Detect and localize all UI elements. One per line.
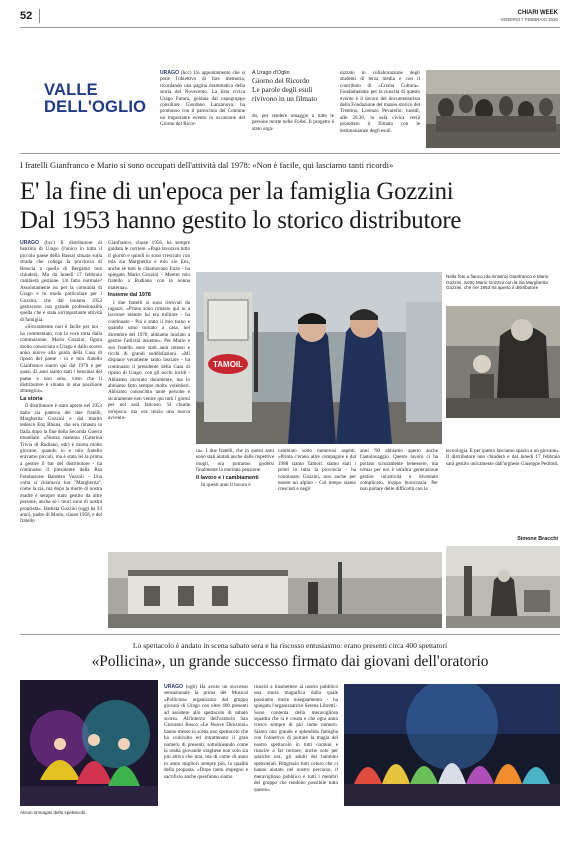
bottom-place: URAGO — [164, 684, 183, 690]
main-photo-brothers — [196, 272, 442, 444]
section-title-line2: DELL'OGLIO — [44, 98, 147, 116]
archival-photo-people — [426, 70, 560, 148]
top-article-place: URAGO — [160, 70, 179, 76]
main-col4 — [278, 448, 356, 546]
top-article-text3: nizzato in collaborazione degli studenti di terza media e con il contributo di «Crema Cultura». Fondamentale per la riuscita di questo evento è il lavoro del documentarista della Fondazione del museo storico del Trentino, Lorenzo Pevarello: lunedì, alle 20.30, in sala civica verrà proiettato il filmato con le testimonianze degli esuli. — [340, 70, 420, 134]
main-col3-p1: ra». I due fratelli, che in questi anni sono stati aiutati anche dalle rispettive mogli, ora potranno godersi finalmente la meritata pensione. — [196, 448, 274, 474]
bottom-col1 — [164, 684, 248, 810]
bottom-col2 — [254, 684, 338, 810]
top-article-kicker: A Urago d'Oglio — [252, 70, 290, 76]
main-col1-subhead: La storia — [20, 395, 43, 402]
page-number: 52 — [20, 10, 33, 22]
top-divider — [20, 153, 560, 154]
stage-photo-1 — [20, 680, 158, 806]
main-headline-line1: E' la fine di un'epoca per la famiglia Gozzini — [20, 178, 454, 205]
child-archival-photo — [446, 306, 560, 418]
main-col3-p2: In questi anni il lavoro è — [201, 482, 251, 489]
header-divider — [39, 9, 40, 23]
bottom-kicker: Lo spettacolo è andato in scena sabato sera e ha riscosso entusiasmo: erano presenti circa 400 spettatori — [132, 641, 448, 650]
main-col2-p1: Gianfranco, classe 1956, ha sempre guidato le corriere. «Papà lavorava tutto il giorno e quindi io sono cresciuto con mia zia Margherita e mio zio Enz, anche se tutti lo chiamavano Enzo - ha spiegato Mario Gozzini - Mentre mio fratello a Rudiano con la nonna materna». — [108, 240, 190, 291]
gas-pump-photo — [196, 272, 442, 444]
archival-station-photo — [108, 552, 442, 628]
main-headline-line2: Dal 1953 hanno gestito lo storico distributore — [20, 207, 462, 234]
top-article-col2 — [252, 113, 334, 148]
main-col3-subhead: Il lavoro e i cambiamenti — [196, 474, 259, 481]
top-article-col3 — [340, 70, 420, 150]
main-col6 — [446, 448, 560, 530]
main-col5 — [360, 448, 438, 546]
main-col1 — [20, 240, 102, 630]
top-article-headline-3: rivivono in un filmato — [252, 93, 318, 103]
bottom-col1-text: (ogb) Ha avuto un successo sensazionale la prima del Musical «Pollicina» organizzato dal gruppo giovani di Urago con oltre 400 presenti ad assistere allo spettacolo di sabato scorso. All'interno dell'oratorio San Giovanni Bosco «Le Nuove Direzioni» hanno messo in scena uno spettacolo che ha coinvolto ed intrattenuto il gran numero di presenti, sottolineando come la realtà giovanile uraghese non solo sia più attiva che mai, ma di come di anno in anno migliori sempre più, la qualità della proposta. «Dopo tanto impegno e sacrificio anche quest'anno siamo — [164, 684, 248, 780]
header-rule — [20, 27, 560, 28]
section-title — [44, 82, 146, 116]
main-col2-subhead: Insieme dal 1978 — [108, 292, 151, 299]
top-article-col1 — [160, 70, 245, 150]
main-place: URAGO — [20, 240, 39, 246]
main-col6-p1: tecnologia. È per questo lasciamo spazio a un giovane». Il distributore non chiuderà e dal lunedì 17 febbraio sarà gestito unicamente dall'urghese Giuseppe Pedrotti. — [446, 448, 560, 467]
author: Simone Bracchi — [517, 536, 558, 542]
show-photo-right — [344, 684, 560, 806]
old-gas-station-photo — [108, 552, 442, 628]
main-kicker: I fratelli Gianfranco e Mario si sono occupati dell'attività dal 1978: «Non è facile, qui lasciamo tanti ricordi» — [20, 160, 394, 170]
main-col4-p1: cambiato sotto numerosi aspetti. «Prima c'erano altre compagnie e dal 1988 siamo Tamoil: siamo stati i primi in tutta la provincia - ha continuato Gozzini, non anche per essere un alpino - Col tempo siamo cresciuti e negli — [278, 448, 356, 493]
main-photo-child — [446, 306, 560, 418]
bottom-divider — [20, 634, 560, 635]
main-col2 — [108, 240, 190, 580]
tamoil-logo-text: TAMOIL — [212, 360, 244, 369]
main-col1-p1: (bcc) Il distributore di benzina di Urago (l'unico in tutto il piccolo paese della Bassa) situato sulla strada che collega la provincia di Brescia a quella di Bergamo non chiuderà. Ma da lunedì 17 febbraio cambierà gestione. Un fatto normale? Assolutamente no per la comunità di Urago e in modo particolare per i Gozzini, che dal lontano 1953 gestiscono con grande professionalità quella che è stata un'importante attività di famiglia. — [20, 240, 102, 323]
main-col1-p3: Il distributore è stato aperto nel 1953 dalla zia paterna dei due fratelli, Margherita Gozzini e dal marito tedesco Enz Rhona, che era rimasto in Italia dopo la fine della Seconda Guerra mondiale. «Nostra mamma (Caterina Trivia di Rudiano, ndr) è morta molto giovane, quando io e mio fratello eravamo piccoli, ma è stata lei la prima a gestire il bar del distributore - ha continuato il presidente della Rsa Fondazione Bandera Vezzoli - Una volta si chiamava bar "Margherita", come la zia, ma dopo la morte di nostra madre è sempre stato gestito da altre persone, anche se i muri sono di nostra proprietà». Battista Gozzini (oggi ha 93 anni), padre di Mario, classe 1958, e del fratello — [20, 403, 102, 525]
main-col1-p2: «Sicuramente non è facile per noi - ha commentato, con la voce rotta dalla commozione, Mario Gozzini, figura molto conosciuta a Urago e dallo scorso anno nuovo alla guida della Casa di riposo del paese - io e mio fratello Gianfranco siamo qui dal 1978 e per quasi 42 anni siamo stati i benzinai del paese e non solo, visto che il distributore è situato in una posizione strategica». — [20, 324, 102, 395]
main-col2-p2: I due fratelli si sono ritrovati da ragazzi. «Prima sono rimasto qui io a lavorare mentre lui era militare - ha continuato - Poi è stato il mio turno e quando sono tornato a casa, nel dicembre del 1978, abbiamo iniziato a gestire l'attività insieme». Per Mario e suo fratello sono stati anni intensi e ricchi di grandi soddisfazioni. «Mi dispiace veramente tanto lasciare - ha continuato il presidente della Casa di riposo di Urago, con gli occhi lucidi - Abbiamo lavorato duramente, ma lo abbiamo fatto sempre molto volentieri. Abbiamo conosciuto tante persone e sicuramente non venire qui tutti i giorni per noi sarà faticoso. Si chiude un'epoca, ma ora inizia una nuova avventu- — [108, 299, 190, 421]
main-col3 — [196, 448, 274, 546]
stage-photo-2 — [344, 684, 560, 806]
main-photo-caption: Nella foto a fianco (da sinistra) Gianfranco e Mario Gozzini. Sotto Mario Gozzini con la zia Margherita Gozzini, che nel 1953 ha aperto il distributore — [446, 274, 549, 291]
show-photo-caption: Alcuni immagini dello spettacolo — [20, 810, 86, 815]
section-title-line1: VALLE — [44, 81, 98, 99]
top-article-text2: do, per rendere omaggio a tutte le persone morte nelle Foibe. Il progetto è stato orga- — [252, 113, 334, 132]
show-photo-left — [20, 680, 158, 806]
bottom-headline: «Pollicina», un grande successo firmato dai giovani dell'oratorio — [91, 653, 489, 670]
bottom-col2-text: riusciti a trasmettere al nostro pubblico una storia magnifica dalla quale possiamo trarre insegnamento - ha spiegato l'organizzatrice Serena Libretti - Sono contenta della meravigliosa squadra che si è creata e che ogni anno cresce sempre di più come numero. Siamo una grande e splendida famiglia con l'obiettivo di portare la magia del nostro spettacolo in tutti comuni e riuscire a far tornare, anche solo per qualche ora, gli adulti dei bambini spensierati. Ringrazio tutti coloro che ci hanno aiutato nel nostro percorso, il meraviglioso pubblico e tutti i membri del gruppo che rendono possibile tutto questo». — [254, 684, 338, 793]
main-col5-p1: anni '90 abbiamo aperto anche l'autolavaggio. Questo lavoro ci ha portato sicuramente benessere, ma ormai per noi è un'altra generazione gestire un'attività è diventato complicato, troppa burocrazia. Per non parlare delle difficoltà con la — [360, 448, 438, 493]
top-article-headline — [252, 70, 334, 103]
top-article-photo — [426, 70, 560, 148]
top-article-headline-2: Le parole degli esuli — [252, 84, 313, 94]
aunt-archival-photo — [446, 546, 560, 628]
top-article-headline-1: Giorno del Ricordo — [252, 76, 310, 85]
top-article-text1: (bcc) Un appuntamento che si pone l'obiettivo di fare memoria, ricordando una pagina drammatica della storia del Novecento. La lista civica Urago Futura, guidata dal capogruppo consiliare Giordano Lanzanova, ha promosso con il patrocinio del Comune un importante evento in occasione del Giorno del Ricor- — [160, 70, 245, 128]
masthead: CHIARI WEEK — [517, 10, 558, 16]
header-date: VENERDÌ 7 FEBBRAIO 2020 — [500, 17, 558, 22]
archival-aunt-photo — [446, 546, 560, 628]
